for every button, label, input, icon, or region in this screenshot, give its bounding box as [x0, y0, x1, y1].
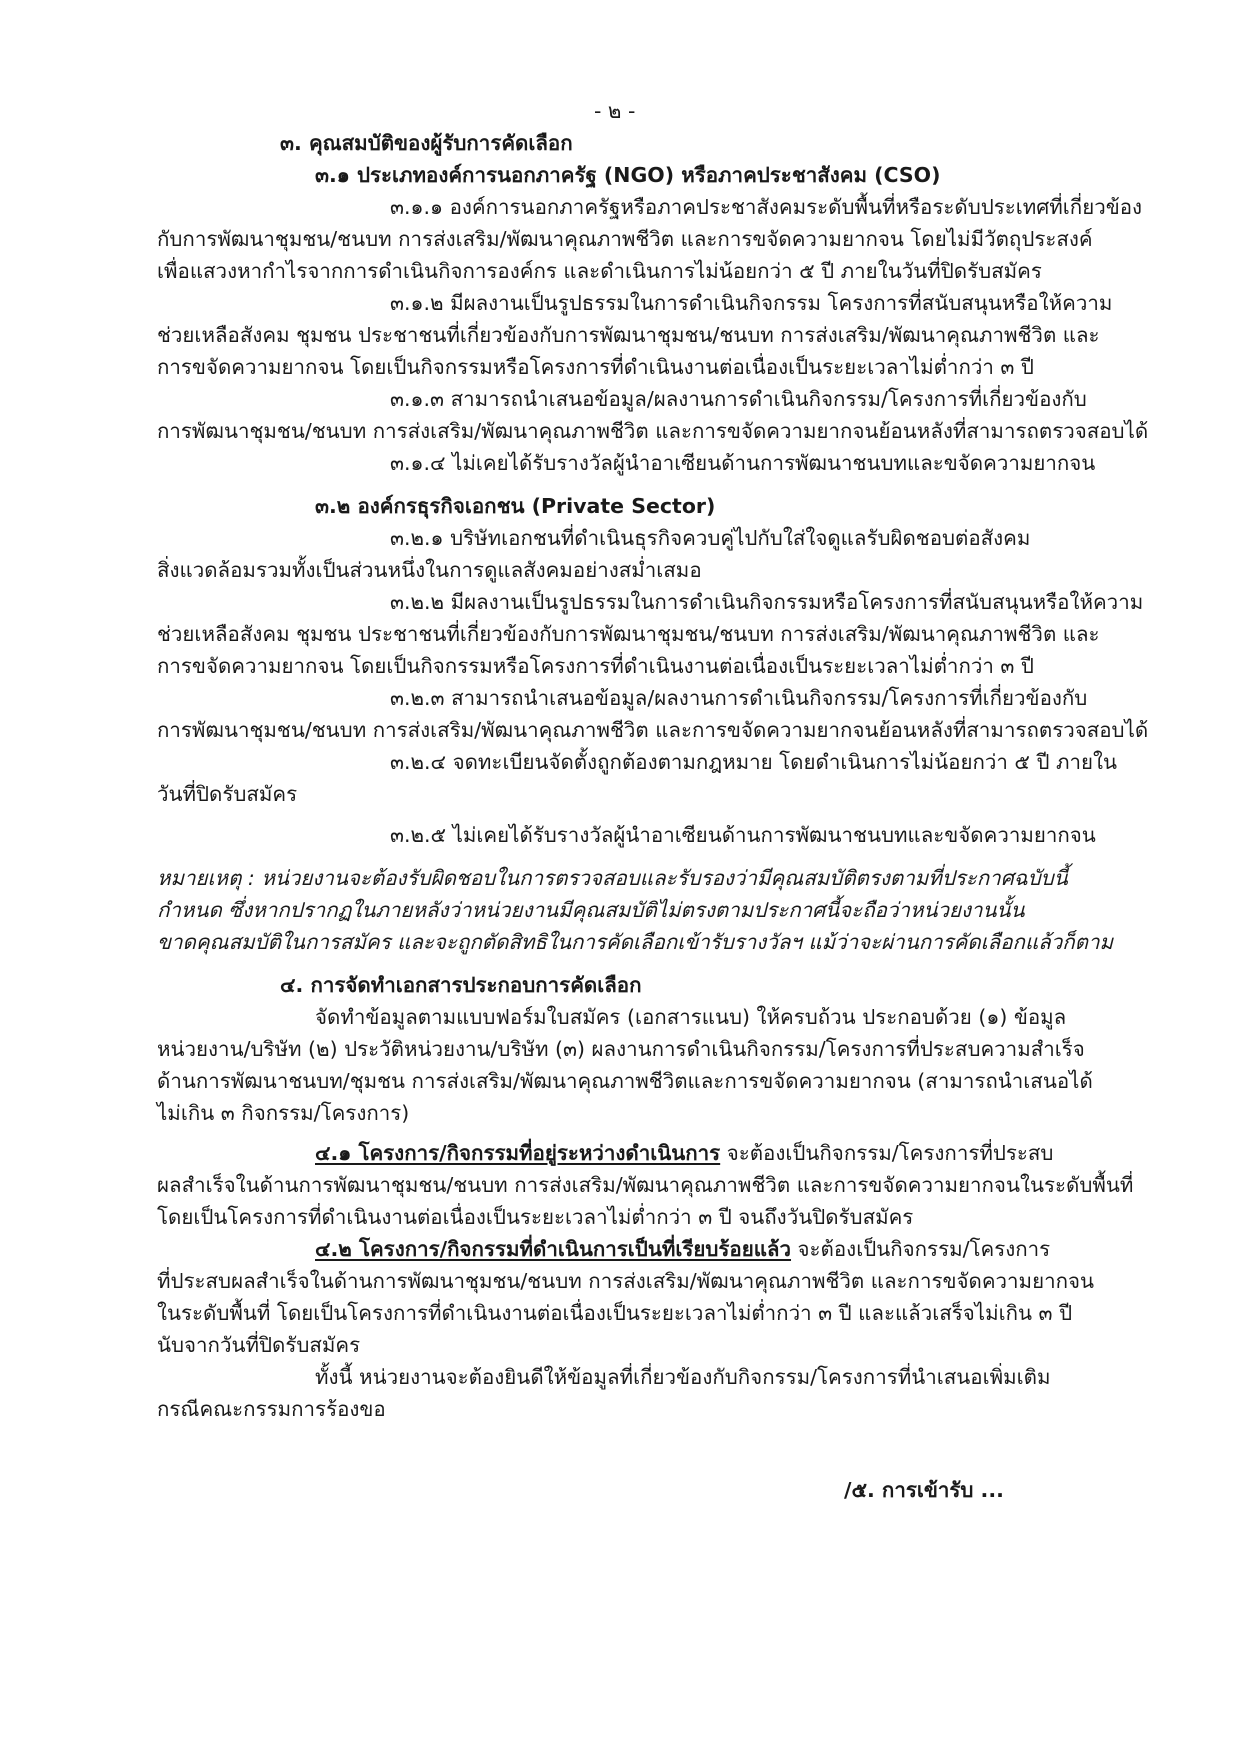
text-line: ในระดับพื้นที่ โดยเป็นโครงการที่ดำเนินงานต่อเนื่องเป็นระยะเวลาไม่ต่ำกว่า ๓ ปี และแล้วเสร็จไม่เกิน ๓ ปี — [157, 1301, 1073, 1325]
text-line: ๓.๑.๓ สามารถนำเสนอข้อมูล/ผลงานการดำเนินกิจกรรม/โครงการที่เกี่ยวข้องกับ — [390, 387, 1087, 411]
text-line: ๓.๒.๓ สามารถนำเสนอข้อมูล/ผลงานการดำเนินกิจกรรม/โครงการที่เกี่ยวข้องกับ — [390, 686, 1088, 710]
text-line: การขจัดความยากจน โดยเป็นกิจกรรมหรือโครงการที่ดำเนินงานต่อเนื่องเป็นระยะเวลาไม่ต่ำกว่า ๓ ปี — [157, 355, 1034, 379]
section-4-2-lead: จะต้องเป็นกิจกรรม/โครงการ — [791, 1237, 1051, 1261]
text-line: ที่ประสบผลสำเร็จในด้านการพัฒนาชุมชน/ชนบท การส่งเสริม/พัฒนาคุณภาพชีวิต และการขจัดความยากจน — [157, 1269, 1095, 1293]
text-line: ด้านการพัฒนาชนบท/ชุมชน การส่งเสริม/พัฒนาคุณภาพชีวิตและการขจัดความยากจน (สามารถนำเสนอได้ — [157, 1069, 1093, 1093]
text-line: ๓.๒.๔ จดทะเบียนจัดตั้งถูกต้องตามกฎหมาย โดยดำเนินการไม่น้อยกว่า ๕ ปี ภายใน — [390, 750, 1118, 774]
text-line: โดยเป็นโครงการที่ดำเนินงานต่อเนื่องเป็นระยะเวลาไม่ต่ำกว่า ๓ ปี จนถึงวันปิดรับสมัคร — [157, 1205, 914, 1229]
text-line: ๓.๑.๔ ไม่เคยได้รับรางวัลผู้นำอาเซียนด้านการพัฒนาชนบทและขจัดความยากจน — [390, 451, 1096, 475]
section-4-heading: ๔. การจัดทำเอกสารประกอบการคัดเลือก — [280, 973, 642, 997]
text-line: ไม่เกิน ๓ กิจกรรม/โครงการ) — [157, 1101, 410, 1125]
text-line: วันที่ปิดรับสมัคร — [157, 782, 298, 806]
section-3-2-heading: ๓.๒ องค์กรธุรกิจเอกชน (Private Sector) — [315, 494, 716, 518]
text-line: ทั้งนี้ หน่วยงานจะต้องยินดีให้ข้อมูลที่เกี่ยวข้องกับกิจกรรม/โครงการที่นำเสนอเพิ่มเติม — [315, 1365, 1051, 1389]
text-line: ๓.๒.๕ ไม่เคยได้รับรางวัลผู้นำอาเซียนด้านการพัฒนาชนบทและขจัดความยากจน — [390, 823, 1096, 847]
text-line: ผลสำเร็จในด้านการพัฒนาชุมชน/ชนบท การส่งเสริม/พัฒนาคุณภาพชีวิต และการขจัดความยากจนในระดับพื้นที่ — [157, 1173, 1134, 1197]
note-line: กำหนด ซึ่งหากปรากฏในภายหลังว่าหน่วยงานมีคุณสมบัติไม่ตรงตามประกาศนี้จะถือว่าหน่วยงานนั้น — [157, 898, 1025, 922]
section-4-1-line — [315, 1138, 1053, 1168]
text-line: ๓.๒.๒ มีผลงานเป็นรูปธรรมในการดำเนินกิจกรรมหรือโครงการที่สนับสนุนหรือให้ความ — [390, 590, 1144, 614]
text-line: นับจากวันที่ปิดรับสมัคร — [157, 1333, 361, 1357]
text-line: กรณีคณะกรรมการร้องขอ — [157, 1397, 386, 1421]
text-line: การพัฒนาชุมชน/ชนบท การส่งเสริม/พัฒนาคุณภาพชีวิต และการขจัดความยากจนย้อนหลังที่สามารถตรวจสอบได้ — [157, 419, 1149, 443]
page-number: - ๒ - — [594, 99, 636, 123]
text-line: ๓.๑.๒ มีผลงานเป็นรูปธรรมในการดำเนินกิจกรรม โครงการที่สนับสนุนหรือให้ความ — [390, 291, 1113, 315]
section-4-1-heading: ๔.๑ โครงการ/กิจกรรมที่อยู่ระหว่างดำเนินการ — [315, 1141, 721, 1165]
text-line: ช่วยเหลือสังคม ชุมชน ประชาชนที่เกี่ยวข้องกับการพัฒนาชุมชน/ชนบท การส่งเสริม/พัฒนาคุณภาพชีวิต และ — [157, 323, 1100, 347]
continuation-marker: /๕. การเข้ารับ ... — [844, 1478, 1004, 1502]
text-line: กับการพัฒนาชุมชน/ชนบท การส่งเสริม/พัฒนาคุณภาพชีวิต และการขจัดความยากจน โดยไม่มีวัตถุประสงค์ — [157, 227, 1093, 251]
text-line: ๓.๑.๑ องค์การนอกภาครัฐหรือภาคประชาสังคมระดับพื้นที่หรือระดับประเทศที่เกี่ยวข้อง — [390, 195, 1143, 219]
text-line: ๓.๒.๑ บริษัทเอกชนที่ดำเนินธุรกิจควบคู่ไปกับใส่ใจดูแลรับผิดชอบต่อสังคม — [390, 526, 1031, 550]
section-3-1-heading: ๓.๑ ประเภทองค์การนอกภาครัฐ (NGO) หรือภาคประชาสังคม (CSO) — [315, 163, 941, 187]
section-4-2-line — [315, 1234, 1050, 1264]
note-line: หมายเหตุ : หน่วยงานจะต้องรับผิดชอบในการตรวจสอบและรับรองว่ามีคุณสมบัติตรงตามที่ประกาศฉบับนี้ — [157, 866, 1068, 890]
text-line: ช่วยเหลือสังคม ชุมชน ประชาชนที่เกี่ยวข้องกับการพัฒนาชุมชน/ชนบท การส่งเสริม/พัฒนาคุณภาพชีวิต และ — [157, 622, 1100, 646]
text-line: สิ่งแวดล้อมรวมทั้งเป็นส่วนหนึ่งในการดูแลสังคมอย่างสม่ำเสมอ — [157, 558, 702, 582]
text-line: หน่วยงาน/บริษัท (๒) ประวัติหน่วยงาน/บริษัท (๓) ผลงานการดำเนินกิจกรรม/โครงการที่ประสบความสำเร็จ — [157, 1037, 1085, 1061]
text-line: เพื่อแสวงหากำไรจากการดำเนินกิจการองค์กร และดำเนินการไม่น้อยกว่า ๕ ปี ภายในวันที่ปิดรับสมัคร — [157, 259, 1042, 283]
section-4-2-heading: ๔.๒ โครงการ/กิจกรรมที่ดำเนินการเป็นที่เรียบร้อยแล้ว — [315, 1237, 792, 1261]
text-line: การพัฒนาชุมชน/ชนบท การส่งเสริม/พัฒนาคุณภาพชีวิต และการขจัดความยากจนย้อนหลังที่สามารถตรวจสอบได้ — [157, 718, 1149, 742]
section-3-heading: ๓. คุณสมบัติของผู้รับการคัดเลือก — [280, 131, 573, 155]
section-4-1-lead: จะต้องเป็นกิจกรรม/โครงการที่ประสบ — [720, 1141, 1054, 1165]
text-line: การขจัดความยากจน โดยเป็นกิจกรรมหรือโครงการที่ดำเนินงานต่อเนื่องเป็นระยะเวลาไม่ต่ำกว่า ๓ ปี — [157, 654, 1034, 678]
text-line: จัดทำข้อมูลตามแบบฟอร์มใบสมัคร (เอกสารแนบ) ให้ครบถ้วน ประกอบด้วย (๑) ข้อมูล — [315, 1005, 1067, 1029]
note-line: ขาดคุณสมบัติในการสมัคร และจะถูกตัดสิทธิในการคัดเลือกเข้ารับรางวัลฯ แม้ว่าจะผ่านการคัดเลือกแล้วก็ตาม — [157, 930, 1114, 954]
